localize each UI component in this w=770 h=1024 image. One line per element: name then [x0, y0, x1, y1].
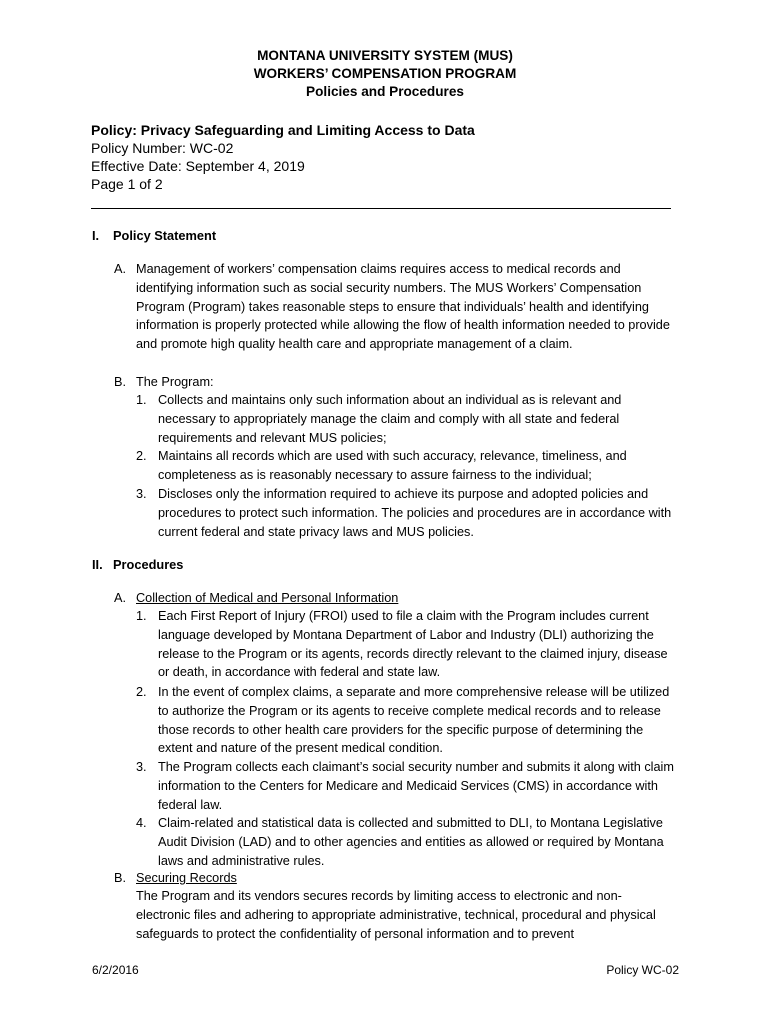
list-item: Maintains all records which are used with such accuracy, relevance, timeliness, and completeness as is reasonably necessary to assure fairness to the individual; — [158, 449, 627, 482]
section-number: I. — [92, 228, 100, 243]
policy-statement-a: Management of workers’ compensation claims requires access to medical records and identifying information such as social security numbers. The MUS Workers’ Compensation Program (Program) takes reasonable steps to ensure that individuals’ health and identifying information is properly protected while allowing the flow of health information needed to provide and promote high quality health care and appropriate management of a claim. — [136, 262, 670, 352]
list-number: 2. — [136, 685, 147, 699]
page-number: Page 1 of 2 — [91, 176, 163, 192]
item-label: A. — [114, 262, 126, 276]
securing-records-text: The Program and its vendors secures records by limiting access to electronic and non-electronic files and adhering to appropriate administrative, technical, procedural and physical safeguards to protect the confidentiality of personal information and to prevent — [136, 889, 656, 941]
section-number: II. — [92, 557, 103, 572]
subsection-heading-collection: Collection of Medical and Personal Information — [136, 591, 399, 605]
list-item: In the event of complex claims, a separate and more comprehensive release will be utilized to authorize the Program or its agents to receive complete medical records and to release those records to other health care providers for the specific purpose of determining the extent and nature of the present medical condition. — [158, 685, 670, 756]
list-item: Each First Report of Injury (FROI) used to file a claim with the Program includes current language developed by Montana Department of Labor and Industry (DLI) authorizing the release to the Program or its agents, records directly relevant to the claimed injury, disease or death, in accordance with federal and state law. — [158, 609, 668, 680]
list-item: The Program collects each claimant’s social security number and submits it along with claim information to the Centers for Medicare and Medicaid Services (CMS) in accordance with federal law. — [158, 760, 674, 812]
header-institution: MONTANA UNIVERSITY SYSTEM (MUS) — [257, 48, 513, 63]
section-heading-procedures — [92, 556, 183, 574]
list-number: 1. — [136, 393, 147, 407]
list-item: Claim-related and statistical data is collected and submitted to DLI, to Montana Legislative Audit Division (LAD) and to other agencies and entities as allowed or required by Montana laws and administrative rules. — [158, 816, 664, 868]
list-number: 3. — [136, 760, 147, 774]
policy-number: Policy Number: WC-02 — [91, 140, 234, 156]
list-item: Discloses only the information required to achieve its purpose and adopted policies and procedures to protect such information. The policies and procedures are in accordance with current federal and state privacy laws and MUS policies. — [158, 487, 672, 539]
section-heading-policy-statement — [92, 227, 216, 245]
footer-policy: Policy WC-02 — [606, 963, 679, 977]
header-program: WORKERS’ COMPENSATION PROGRAM — [253, 66, 517, 81]
list-number: 1. — [136, 609, 147, 623]
policy-title: Policy: Privacy Safeguarding and Limiting Access to Data — [91, 122, 475, 138]
item-label: B. — [114, 871, 126, 885]
item-label: B. — [114, 375, 126, 389]
list-number: 4. — [136, 816, 147, 830]
effective-date: Effective Date: September 4, 2019 — [91, 158, 305, 174]
list-number: 2. — [136, 449, 147, 463]
policy-statement-b: The Program: — [136, 375, 214, 389]
subsection-heading-securing: Securing Records — [136, 871, 237, 885]
item-label: A. — [114, 591, 126, 605]
header-subtitle: Policies and Procedures — [306, 84, 464, 99]
divider-rule — [91, 208, 671, 209]
list-item: Collects and maintains only such information about an individual as is relevant and necessary to appropriately manage the claim and comply with all state and federal requirements and relevant MUS policies; — [158, 393, 622, 445]
section-title: Policy Statement — [113, 228, 217, 243]
footer-date: 6/2/2016 — [92, 963, 139, 977]
list-number: 3. — [136, 487, 147, 501]
section-title: Procedures — [113, 557, 184, 572]
